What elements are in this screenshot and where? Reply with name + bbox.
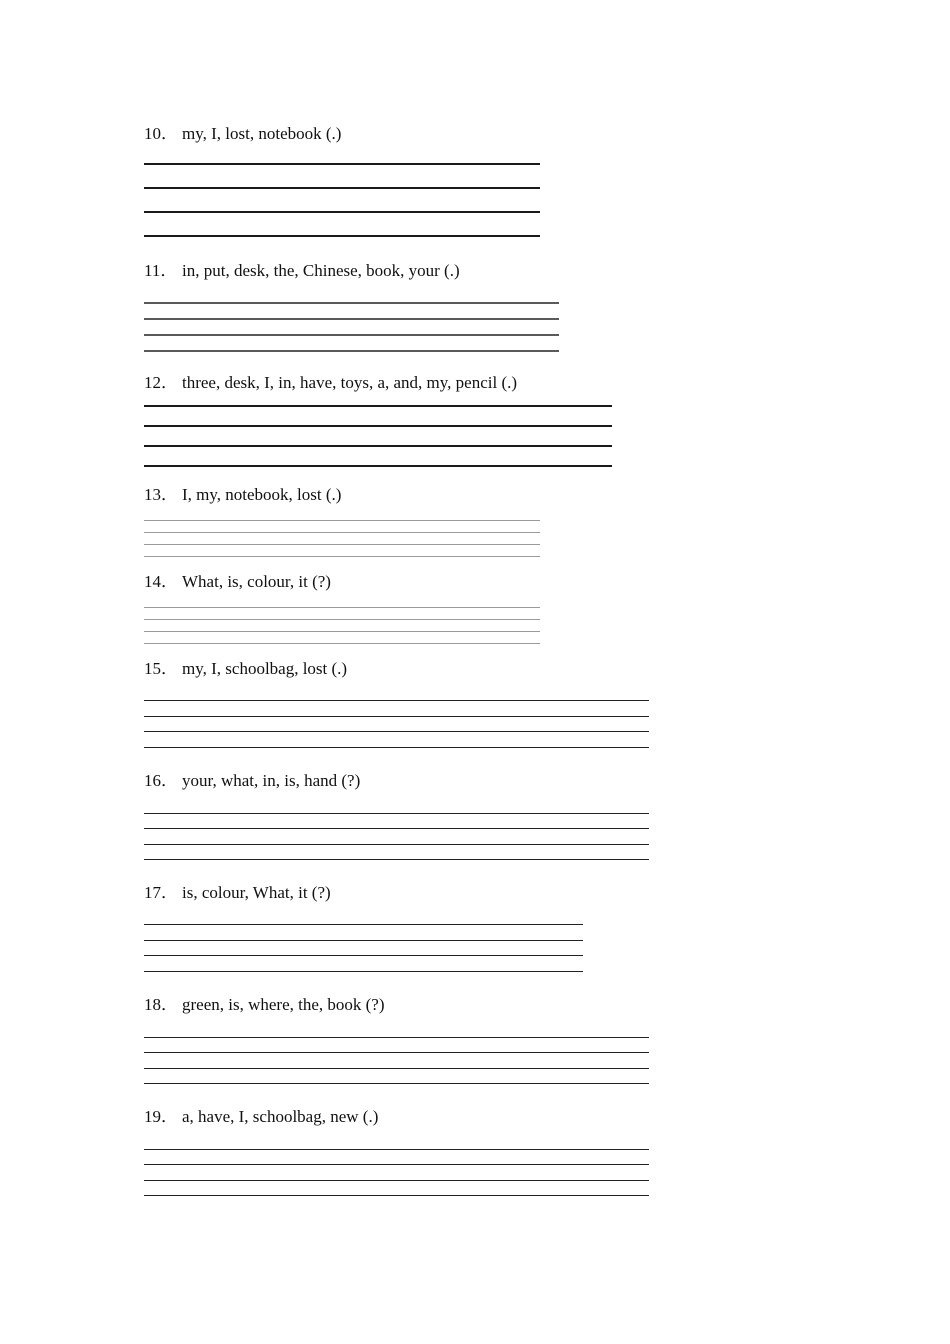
question-prompt [144, 485, 341, 505]
question-words: your, what, in, is, hand (?) [182, 771, 361, 790]
answer-line[interactable] [144, 619, 540, 620]
question-prompt [144, 883, 331, 903]
answer-line[interactable] [144, 971, 583, 972]
answer-line[interactable] [144, 556, 540, 557]
answer-line[interactable] [144, 1052, 649, 1053]
question-prompt [144, 124, 341, 144]
answer-line[interactable] [144, 211, 540, 213]
question-prompt [144, 261, 460, 281]
answer-line[interactable] [144, 1037, 649, 1038]
answer-line[interactable] [144, 350, 559, 352]
question-words: is, colour, What, it (?) [182, 883, 331, 902]
answer-line[interactable] [144, 828, 649, 829]
answer-line[interactable] [144, 302, 559, 304]
question-words: in, put, desk, the, Chinese, book, your (.) [182, 261, 460, 280]
answer-line[interactable] [144, 731, 649, 732]
question-number: 10． [144, 124, 178, 143]
answer-line[interactable] [144, 940, 583, 941]
answer-line[interactable] [144, 747, 649, 748]
answer-line[interactable] [144, 607, 540, 608]
question-words: What, is, colour, it (?) [182, 572, 331, 591]
question-prompt [144, 373, 517, 393]
question-number: 11． [144, 261, 178, 280]
question-prompt [144, 1107, 378, 1127]
answer-line[interactable] [144, 520, 540, 521]
answer-line[interactable] [144, 643, 540, 644]
answer-line[interactable] [144, 1083, 649, 1084]
question-number: 17． [144, 883, 178, 902]
answer-line[interactable] [144, 716, 649, 717]
answer-line[interactable] [144, 1180, 649, 1181]
answer-line[interactable] [144, 544, 540, 545]
answer-line[interactable] [144, 235, 540, 237]
answer-line[interactable] [144, 955, 583, 956]
question-number: 16． [144, 771, 178, 790]
answer-line[interactable] [144, 1195, 649, 1196]
question-prompt [144, 771, 360, 791]
question-prompt [144, 995, 385, 1015]
answer-line[interactable] [144, 465, 612, 467]
answer-line[interactable] [144, 700, 649, 701]
answer-line[interactable] [144, 859, 649, 860]
question-number: 19． [144, 1107, 178, 1126]
answer-line[interactable] [144, 405, 612, 407]
question-number: 15． [144, 659, 178, 678]
answer-line[interactable] [144, 844, 649, 845]
answer-line[interactable] [144, 318, 559, 320]
answer-line[interactable] [144, 334, 559, 336]
question-prompt [144, 659, 347, 679]
answer-line[interactable] [144, 425, 612, 427]
question-words: a, have, I, schoolbag, new (.) [182, 1107, 379, 1126]
question-number: 13． [144, 485, 178, 504]
answer-line[interactable] [144, 1068, 649, 1069]
answer-line[interactable] [144, 1149, 649, 1150]
question-number: 14． [144, 572, 178, 591]
question-words: my, I, lost, notebook (.) [182, 124, 342, 143]
question-words: three, desk, I, in, have, toys, a, and, my, pencil (.) [182, 373, 518, 392]
answer-line[interactable] [144, 163, 540, 165]
question-number: 18． [144, 995, 178, 1014]
question-number: 12． [144, 373, 178, 392]
answer-line[interactable] [144, 187, 540, 189]
question-words: my, I, schoolbag, lost (.) [182, 659, 348, 678]
answer-line[interactable] [144, 1164, 649, 1165]
answer-line[interactable] [144, 813, 649, 814]
answer-line[interactable] [144, 532, 540, 533]
question-prompt [144, 572, 331, 592]
answer-line[interactable] [144, 445, 612, 447]
answer-line[interactable] [144, 631, 540, 632]
question-words: I, my, notebook, lost (.) [182, 485, 342, 504]
answer-line[interactable] [144, 924, 583, 925]
question-words: green, is, where, the, book (?) [182, 995, 385, 1014]
